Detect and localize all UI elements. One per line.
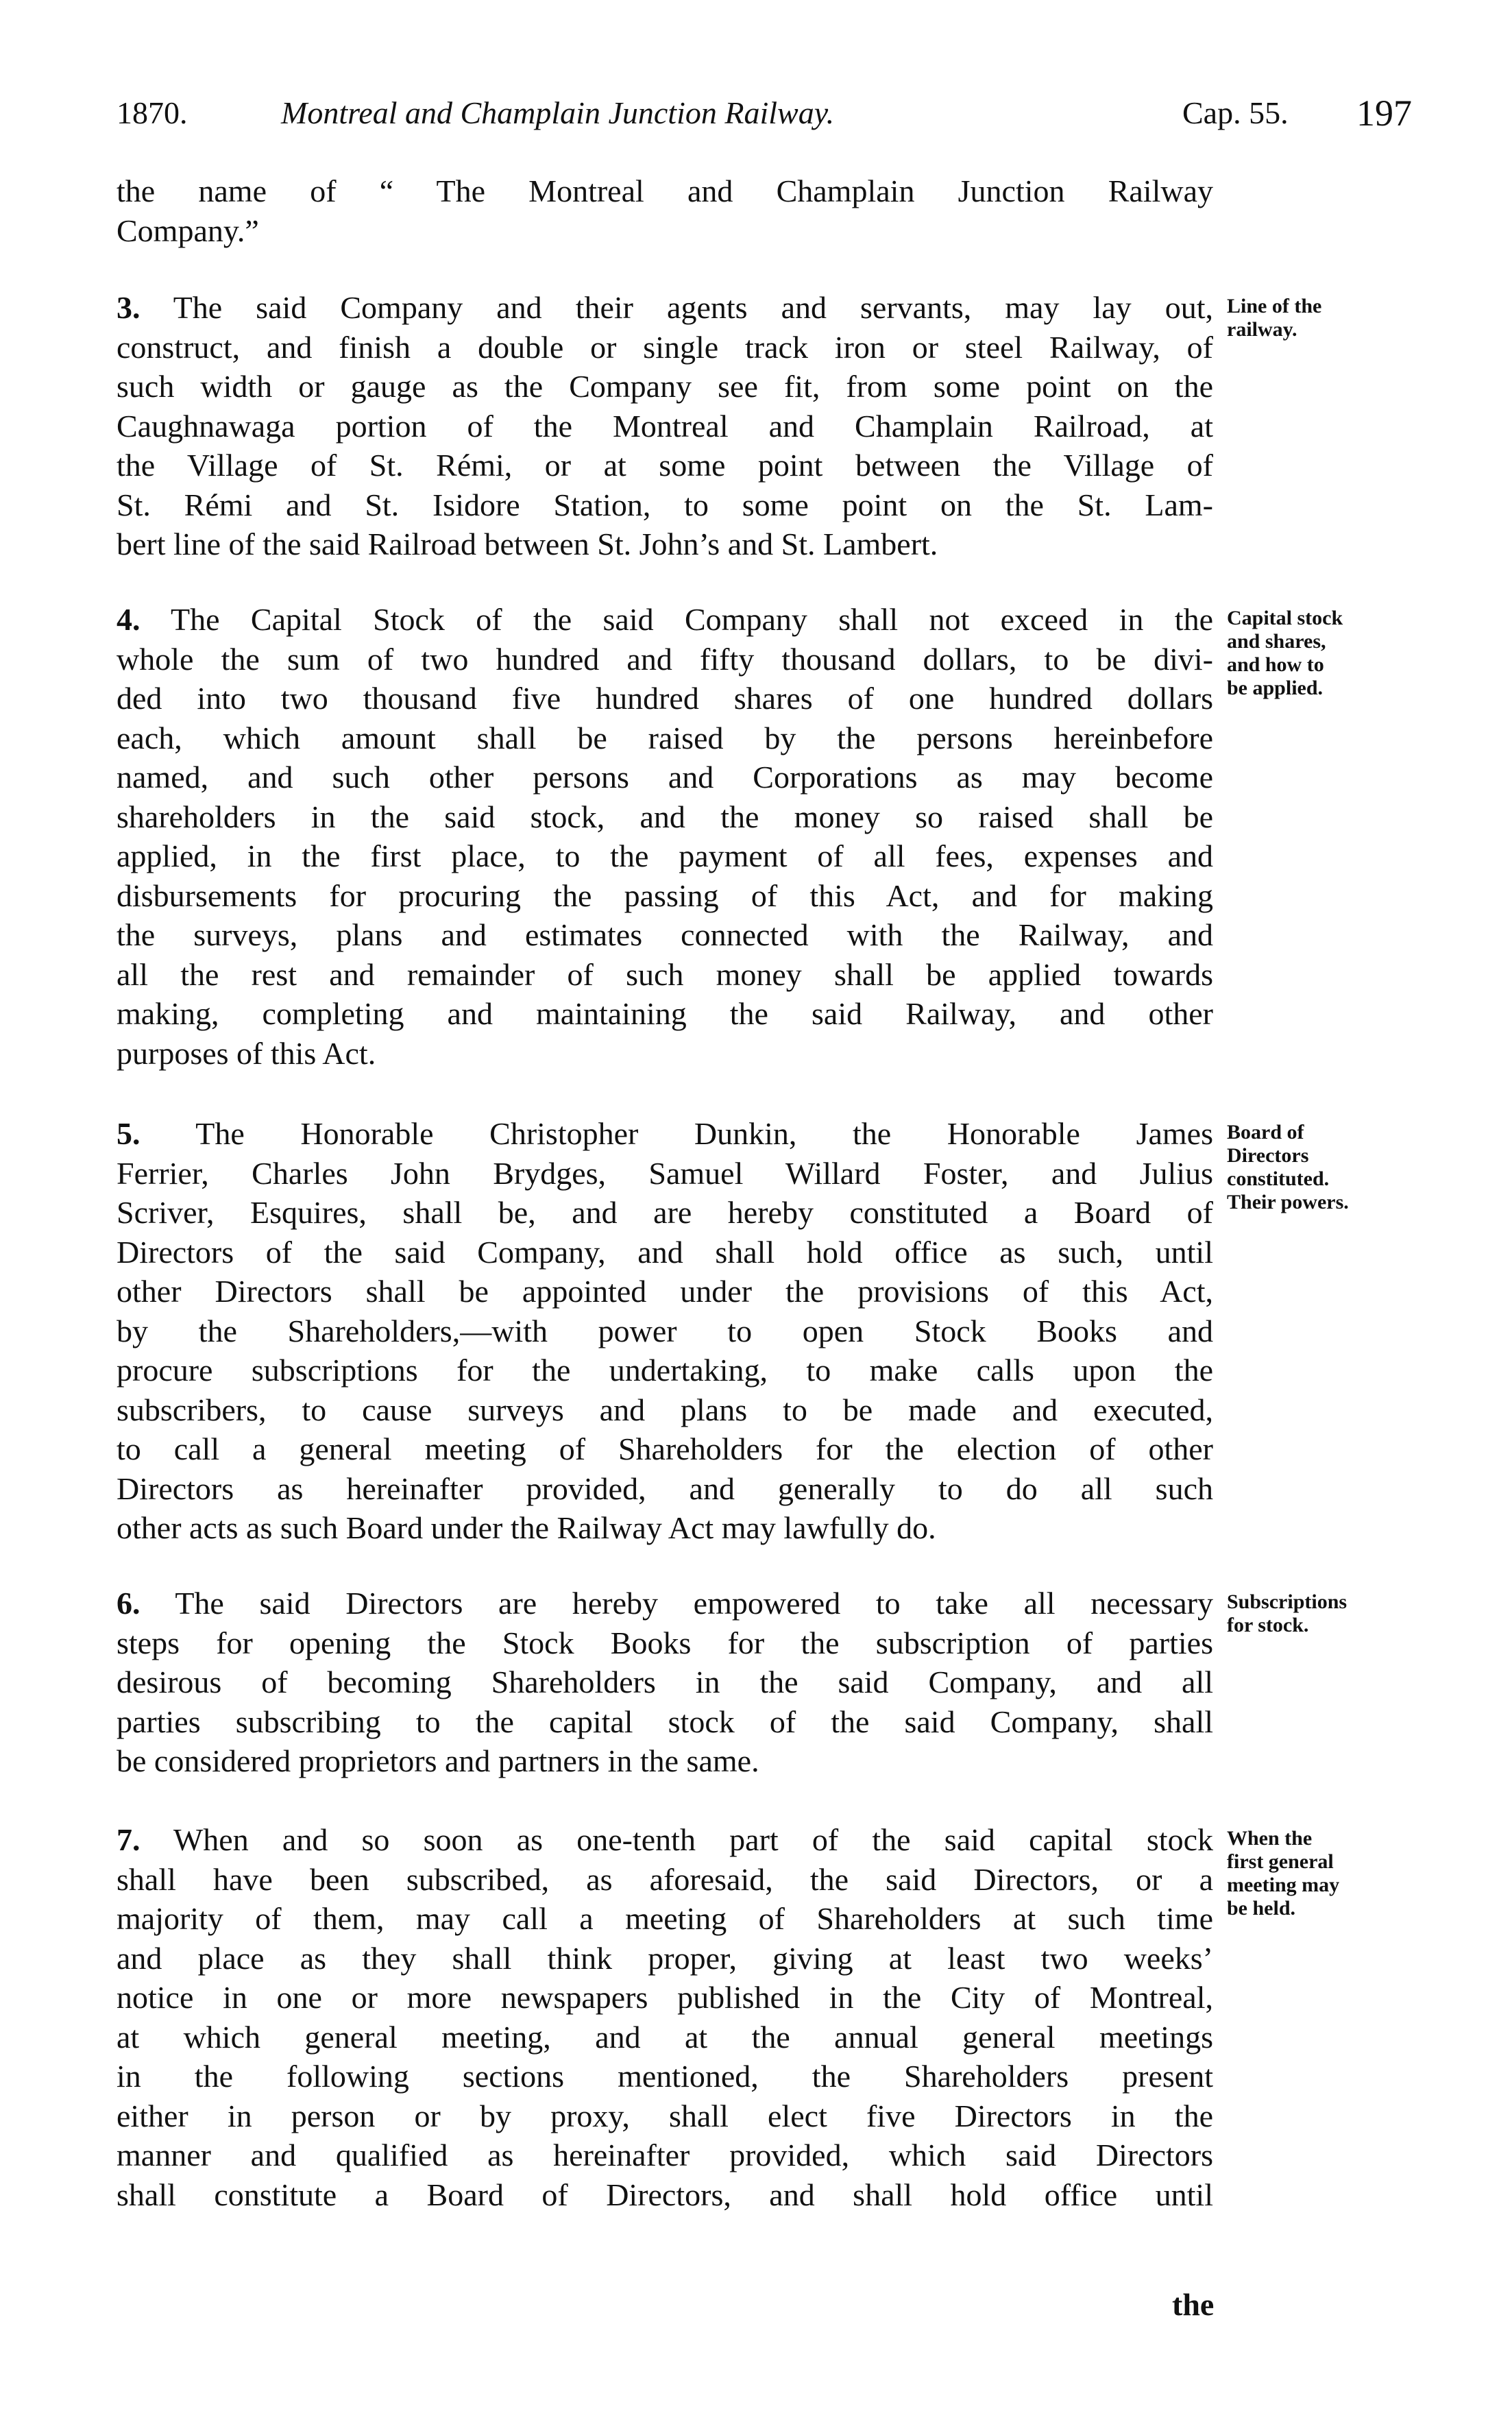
margin-line: and shares, <box>1227 630 1326 653</box>
marginal-note-7 <box>1227 1827 1432 1920</box>
section-4 <box>117 600 1213 1073</box>
text-line: The Honorable Christopher Dunkin, the Honorable James <box>140 1116 1213 1151</box>
text-line: other acts as such Board under the Railway Act may lawfully do. <box>117 1510 936 1545</box>
marginal-note-6 <box>1227 1590 1432 1637</box>
text-line: The Capital Stock of the said Company shall not exceed in the <box>140 602 1213 637</box>
margin-line: first general <box>1227 1850 1334 1873</box>
text-line: When and so soon as one-tenth part of the said capital stock <box>140 1822 1213 1857</box>
text-line: Directors as hereinafter provided, and generally to do all such <box>117 1470 1213 1506</box>
text-line: construct, and finish a double or single track iron or steel Railway, of <box>117 329 1213 365</box>
text-line: the surveys, plans and estimates connected with the Railway, and <box>117 917 1213 952</box>
page-header <box>117 86 1412 141</box>
text-line: disbursements for procuring the passing of this Act, and for making <box>117 877 1213 913</box>
text-line: St. Rémi and St. Isidore Station, to some point on the St. Lam- <box>117 487 1213 522</box>
text-line: whole the sum of two hundred and fifty thousand dollars, to be divi- <box>117 641 1213 677</box>
text-line: such width or gauge as the Company see fit, from some point on the <box>117 369 1213 404</box>
text-line: the name of “ The Montreal and Champlain Junction Railway <box>117 173 1213 208</box>
text-line: Scriver, Esquires, shall be, and are hereby constituted a Board of <box>117 1195 1213 1230</box>
text-line: notice in one or more newspapers published in the City of Montreal, <box>117 1980 1213 2015</box>
text-line: Ferrier, Charles John Brydges, Samuel Willard Foster, and Julius <box>117 1155 1213 1191</box>
section-number: 4. <box>117 602 141 637</box>
margin-line: constituted. <box>1227 1167 1330 1190</box>
text-line: shall have been subscribed, as aforesaid, the said Directors, or a <box>117 1861 1213 1897</box>
marginal-note-3 <box>1227 295 1432 341</box>
text-line: by the Shareholders,—with power to open Stock Books and <box>117 1313 1213 1348</box>
margin-line: When the <box>1227 1827 1313 1850</box>
text-line: ded into two thousand five hundred shares of one hundred dollars <box>117 681 1213 716</box>
section-number: 6. <box>117 1586 141 1621</box>
header-title: Montreal and Champlain Junction Railway. <box>281 95 835 130</box>
margin-line: be held. <box>1227 1897 1296 1920</box>
intro-paragraph <box>117 171 1213 250</box>
margin-line: be applied. <box>1227 677 1324 699</box>
text-line: the Village of St. Rémi, or at some point between the Village of <box>117 448 1213 483</box>
text-line: each, which amount shall be raised by the persons hereinbefore <box>117 720 1213 755</box>
section-7 <box>117 1820 1213 2214</box>
section-3 <box>117 288 1213 564</box>
margin-line: Directors <box>1227 1144 1309 1167</box>
margin-line: Subscriptions <box>1227 1590 1348 1613</box>
text-line: procure subscriptions for the undertaking, to make calls upon the <box>117 1353 1213 1388</box>
text-line: applied, in the first place, to the payment of all fees, expenses and <box>117 838 1213 873</box>
text-line: shall constitute a Board of Directors, and shall hold office until <box>117 2177 1213 2212</box>
margin-line: meeting may <box>1227 1874 1340 1896</box>
text-line: bert line of the said Railroad between St. John’s and St. Lambert. <box>117 526 938 561</box>
section-number: 3. <box>117 290 141 325</box>
header-chapter: Cap. 55. <box>1182 95 1289 130</box>
marginal-note-4 <box>1227 607 1432 700</box>
text-line: Caughnawaga portion of the Montreal and Champlain Railroad, at <box>117 408 1213 444</box>
text-line: desirous of becoming Shareholders in the said Company, and all <box>117 1664 1213 1699</box>
text-line: other Directors shall be appointed under the provisions of this Act, <box>117 1274 1213 1309</box>
margin-line: and how to <box>1227 653 1324 676</box>
margin-line: railway. <box>1227 318 1297 341</box>
text-line: named, and such other persons and Corporations as may become <box>117 760 1213 795</box>
text-line: purposes of this Act. <box>117 1035 376 1071</box>
text-line: be considered proprietors and partners in the same. <box>117 1743 759 1778</box>
text-line: manner and qualified as hereinafter provided, which said Directors <box>117 2138 1213 2172</box>
text-line: in the following sections mentioned, the Shareholders present <box>117 2059 1213 2094</box>
page-number: 197 <box>1356 93 1412 134</box>
text-line: The said Directors are hereby empowered to take all necessary <box>140 1586 1213 1621</box>
margin-line: for stock. <box>1227 1614 1309 1636</box>
margin-line: Capital stock <box>1227 607 1343 629</box>
text-line: subscribers, to cause surveys and plans to be made and executed, <box>117 1392 1213 1427</box>
section-number: 5. <box>117 1116 141 1151</box>
text-line: and place as they shall think proper, giving at least two weeks’ <box>117 1940 1213 1976</box>
catchword: the <box>1172 2287 1215 2322</box>
text-line: all the rest and remainder of such money shall be applied towards <box>117 956 1213 992</box>
margin-line: Board of <box>1227 1121 1304 1143</box>
text-line: Company.” <box>117 213 259 248</box>
text-line: steps for opening the Stock Books for the subscription of parties <box>117 1625 1213 1660</box>
text-line: shareholders in the said stock, and the money so raised shall be <box>117 799 1213 834</box>
text-line: either in person or by proxy, shall elect five Directors in the <box>117 2098 1213 2133</box>
text-line: The said Company and their agents and servants, may lay out, <box>140 290 1213 325</box>
margin-line: Line of the <box>1227 295 1322 317</box>
section-number: 7. <box>117 1822 141 1857</box>
text-line: at which general meeting, and at the annual general meetings <box>117 2019 1213 2055</box>
marginal-note-5 <box>1227 1121 1432 1214</box>
header-year: 1870. <box>117 95 188 130</box>
text-line: Directors of the said Company, and shall hold office as such, until <box>117 1234 1213 1270</box>
text-line: majority of them, may call a meeting of Shareholders at such time <box>117 1901 1213 1936</box>
text-line: to call a general meeting of Shareholders for the election of other <box>117 1431 1213 1466</box>
margin-line: Their powers. <box>1227 1191 1349 1213</box>
text-line: parties subscribing to the capital stock of the said Company, shall <box>117 1704 1213 1739</box>
section-5 <box>117 1114 1213 1548</box>
text-line: making, completing and maintaining the said Railway, and other <box>117 996 1213 1031</box>
section-6 <box>117 1584 1213 1781</box>
